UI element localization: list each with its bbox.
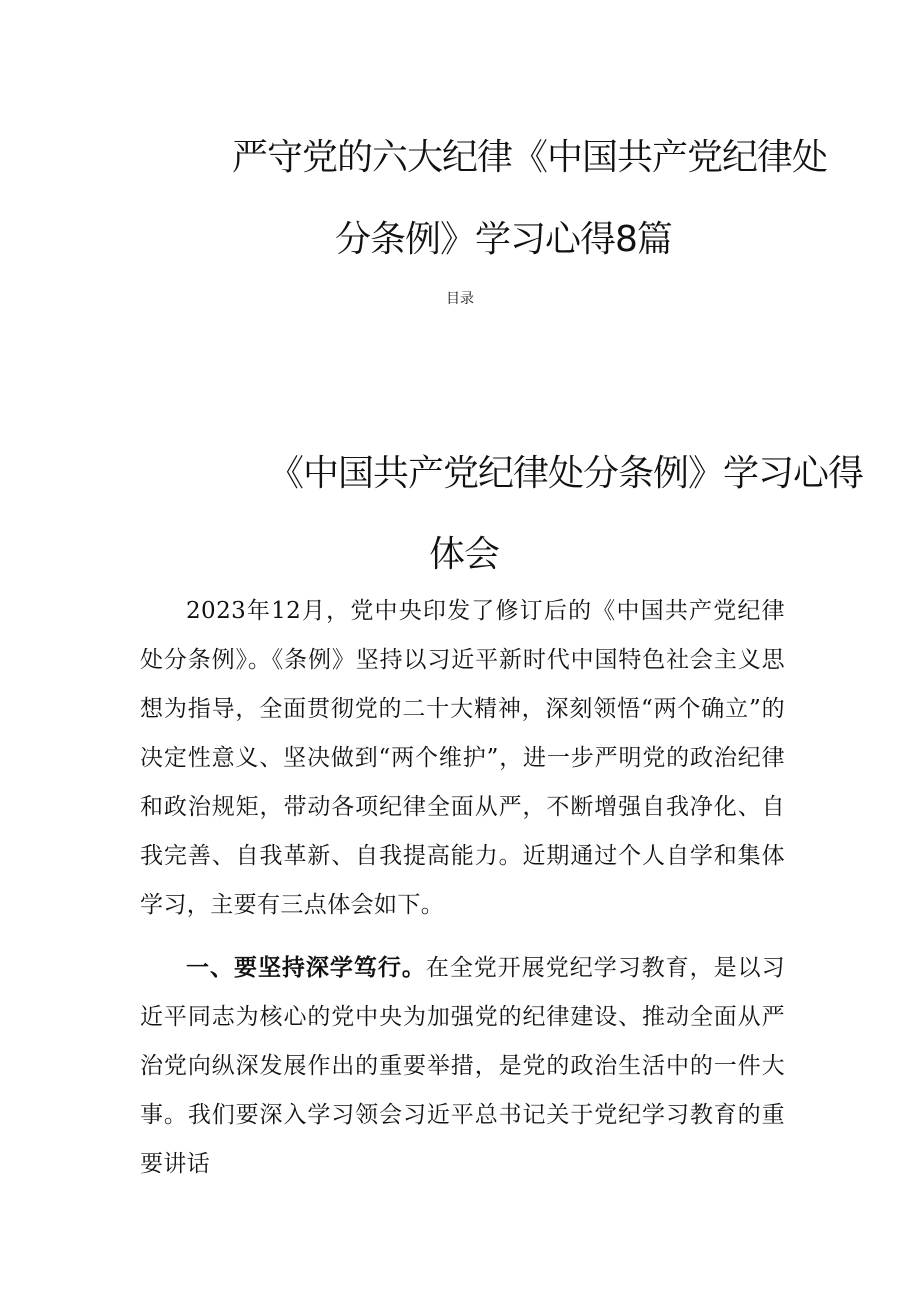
- paragraph-intro: 2023年12月，党中央印发了修订后的《中国共产党纪律处分条例》。《条例》坚持以习近平新时代中国特色社会主义思想为指导，全面贯彻党的二十大精神，深刻领悟“两个确立”的决定性意义、坚决做到“两个维护”，进一步严明党的政治纪律和政治规矩，带动各项纪律全面从严，不断增强自我净化、自我完善、自我革新、自我提高能力。近期通过个人自学和集体学习，主要有三点体会如下。: [140, 598, 785, 918]
- section-title-line-2: 体会: [429, 534, 500, 575]
- document-title-line-2: 分条例》学习心得8篇: [335, 219, 672, 260]
- section-title-line-1: 《中国共产党纪律处分条例》学习心得: [268, 453, 864, 494]
- paragraph-point-one: [140, 944, 785, 1189]
- table-of-contents-label: 目录: [446, 291, 474, 307]
- document-title-line-1: 严守党的六大纪律《中国共产党纪律处: [232, 137, 828, 178]
- paragraph-point-one-heading: 一、要坚持深学笃行。: [186, 955, 426, 981]
- paragraph-point-one-body: 在全党开展党纪学习教育，是以习近平同志为核心的党中央为加强党的纪律建设、推动全面从严治党向纵深发展作出的重要举措，是党的政治生活中的一件大事。我们要深入学习领会习近平总书记关于党纪学习教育的重要讲话: [140, 955, 786, 1177]
